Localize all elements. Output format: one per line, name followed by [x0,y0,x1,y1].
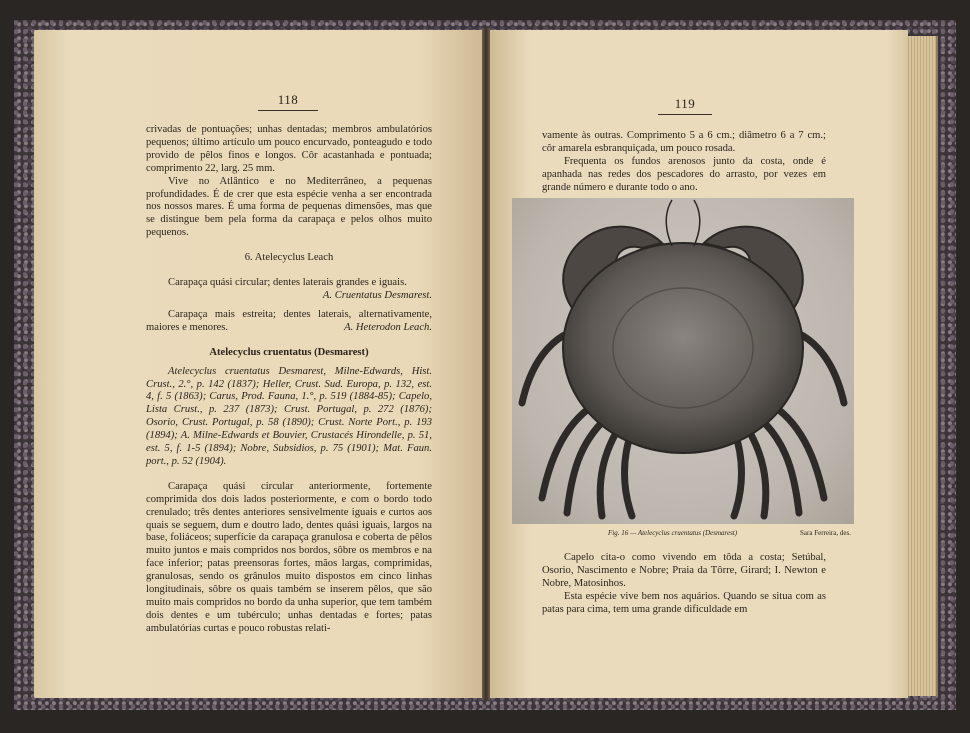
figure-credit: Sara Ferreira, des. [800,529,851,537]
key-entry [146,309,432,335]
description-paragraph: Carapaça quási circular anteriormente, fortemente comprimida dos dois lados posteriormente, e com o bordo todo crenulado; três dentes anteriores sensivelmente iguais e curtos aos quais se seguem, dum e doutro lado, dentes quási iguais, largos na base, foliáceos; superfície da carapaça granulosa e coberta de pêlos muito juntos e mais compridos nos bordos, sôbre os membros e na face inferior; patas preensoras fortes, mãos largas, comprimidas, granulosas, sendo os grânulos muito dispostos em cinco linhas longitudinais, sôbre os quais também se inserem pêlos, que são muito mais compridos no bordo da unha superior, que tem também dois dentes e um tubérculo; unhas dentadas e fortes; patas ambulatórias curtas e pouco robustas relati- [146,480,432,634]
crab-drawing [512,198,854,524]
key-entry [146,277,432,303]
right-page-number: 119 [658,96,712,115]
synonymy-paragraph: Atelecyclus cruentatus Desmarest, Milne-Edwards, Hist. Crust., 2.°, p. 142 (1837); Heller, Crust. Sud. Europa, p. 132, est. 4, f. 5 (1863); Carus, Prod. Fauna, 1.°, p. 519 (1884-85); Capelo, Lista Crust., p. 237 (1873); Crust. Portugal, p. 272 (1876); Osorio, Crust. Portugal, p. 58 (1890); Crust. Norte Port., p. 193 (1894); A. Milne-Edwards et Bouvier, Crustacés Hirondelle, p. 51, est. 5, f. 1-5 (1894); Nobre, Subsidios, p. 75 (1901); Mat. Faun. port., p. 52 (1904). [146,365,432,467]
paragraph-morphology: crivadas de pontuações; unhas dentadas; membros ambulatórios pequenos; último artículo um pouco encurvado, ponteagudo e todo provido de pêlos finos e longos. Côr acastanhada e pontuada; comprimento 22, larg. 25 mm. [146,124,432,174]
page-edges [906,36,938,696]
key-text: Carapaça quási circular; dentes laterais grandes e iguais. [168,277,407,289]
paragraph-aquarium: Esta espécie vive bem nos aquários. Quando se situa com as patas para cima, tem uma grande dificuldade em [542,590,826,615]
book-spine [482,28,490,700]
right-page-top-text [542,130,826,195]
crab-illustration [512,198,854,524]
key-species: A. Heterodon Leach. [344,321,432,333]
paragraph-habitat: Frequenta os fundos arenosos junto da costa, onde é apanhada nas redes dos pescadores do arrasto, por vezes em grande número e durante todo o ano. [542,155,826,193]
right-page-bottom-text [542,552,826,617]
left-page-body [146,124,432,636]
figure-caption: Fig. 16 — Atelecyclus cruentatus (Desmarest) [608,529,738,537]
left-page-number: 118 [258,92,318,111]
paragraph-distribution: Vive no Atlântico e no Mediterrâneo, a pequenas profundidades. É de crer que esta espécie venha a ser encontrada nos nossos mares. É uma forma de pequenas dimensões, mas que se distingue bem pela forma da carapaça e pelos olhos muito pequenos. [146,175,432,239]
key-text: Carapaça mais estreita; dentes laterais, alternativamente, maiores e menores. [146,308,432,333]
genus-heading: 6. Atelecyclus Leach [244,252,334,264]
paragraph-records: Capelo cita-o como vivendo em tôda a costa; Setúbal, Osorio, Nascimento e Nobre; Praia da Tôrre, Girard; I. Newton e Nobre, Matosinhos. [542,552,826,589]
paragraph-size: vamente às outras. Comprimento 5 a 6 cm.; diâmetro 6 a 7 cm.; côr amarela esbranquiçada, um pouco rosada. [542,130,826,154]
species-heading: Atelecyclus cruentatus (Desmarest) [209,346,369,358]
key-species: A. Cruentatus Desmarest. [322,289,432,301]
